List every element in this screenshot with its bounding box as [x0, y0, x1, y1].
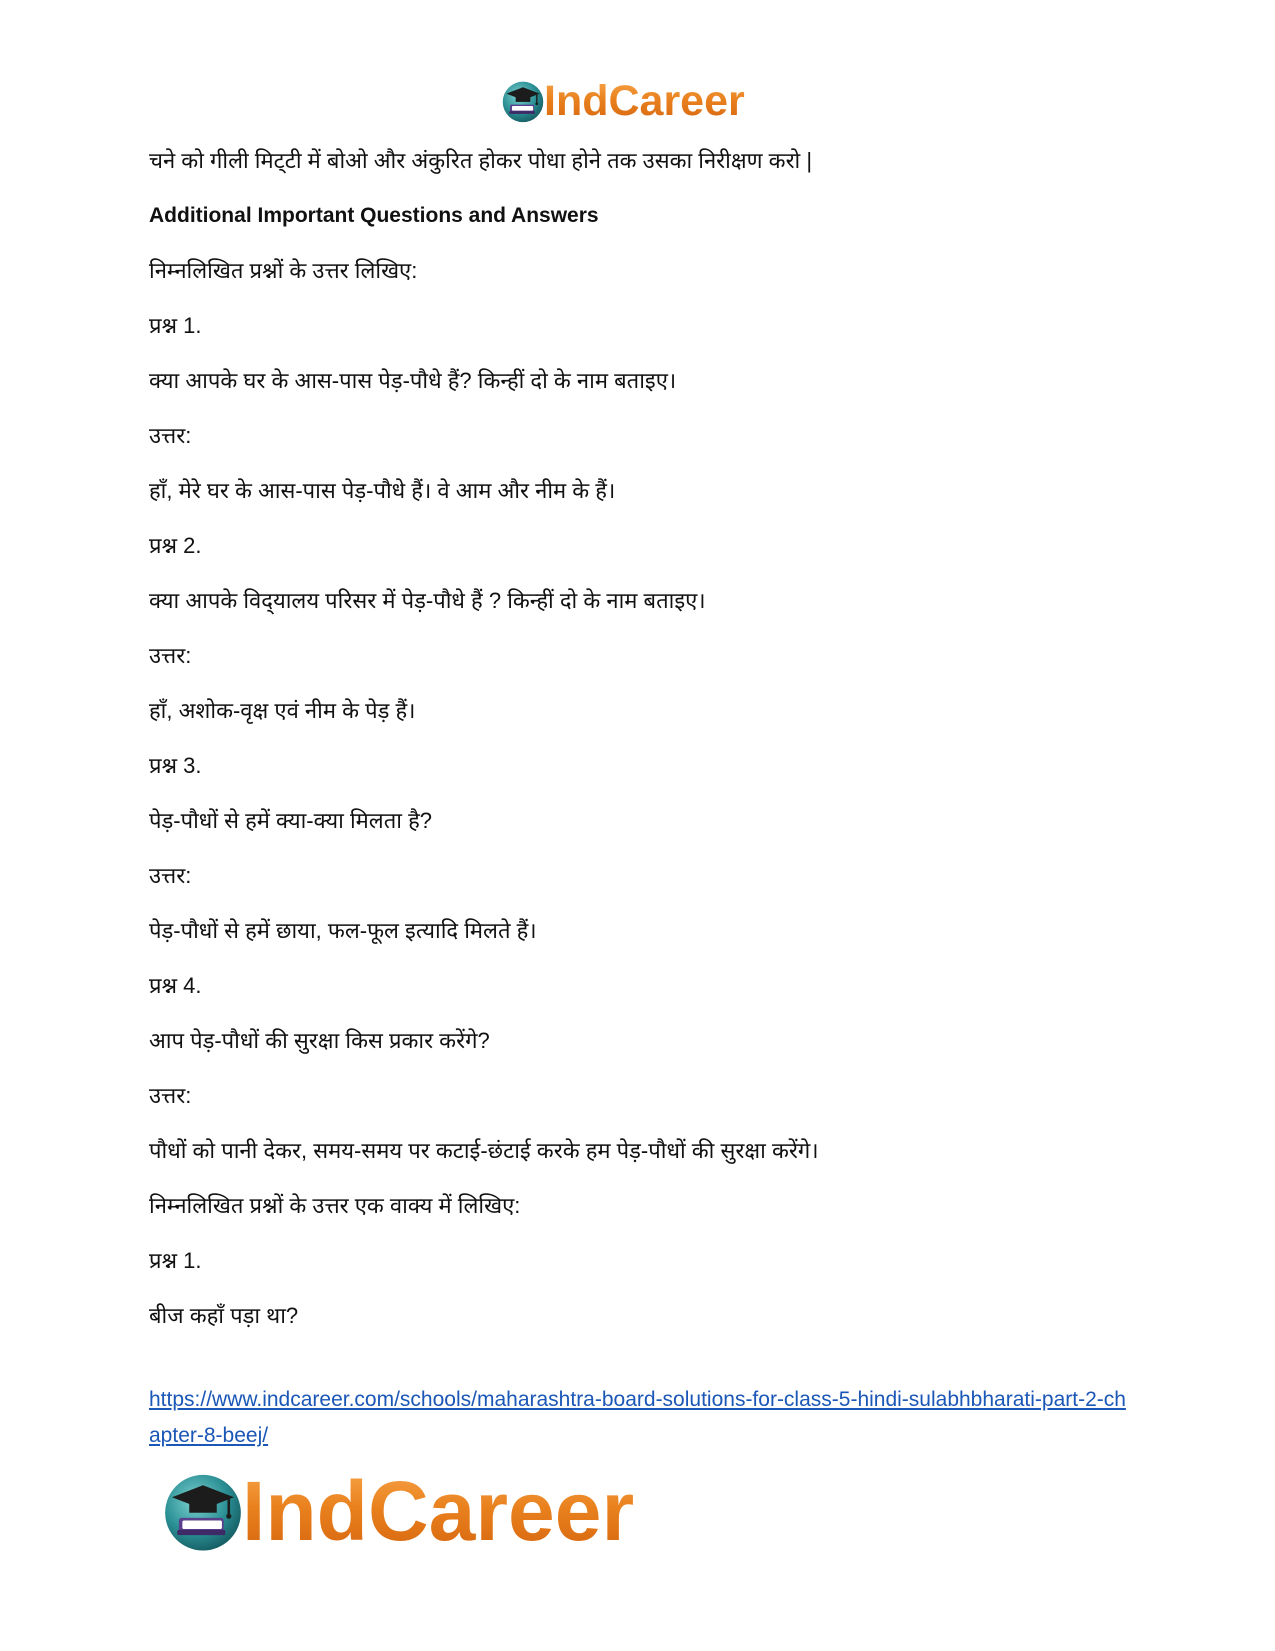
section-heading: Additional Important Questions and Answers — [149, 204, 599, 227]
answer-label: उत्तर: — [149, 863, 192, 888]
question-label: प्रश्न 2. — [149, 533, 202, 558]
question-label: प्रश्न 1. — [149, 1248, 202, 1273]
body-text-line: निम्नलिखित प्रश्नों के उत्तर एक वाक्य में लिखिए: — [149, 1193, 521, 1218]
body-text-line: क्या आपके घर के आस-पास पेड़-पौधे हैं? किन्हीं दो के नाम बताइए। — [149, 368, 677, 393]
question-label: प्रश्न 3. — [149, 753, 202, 778]
answer-label: उत्तर: — [149, 1083, 192, 1108]
body-text-line: निम्नलिखित प्रश्नों के उत्तर लिखिए: — [149, 258, 418, 283]
answer-label: उत्तर: — [149, 643, 192, 668]
answer-label: उत्तर: — [149, 423, 192, 448]
brand-wordmark: IndCareer — [242, 1464, 635, 1558]
graduation-cap-globe-book-icon — [160, 1468, 246, 1554]
document-body — [149, 143, 1149, 1353]
body-text-line: पौधों को पानी देकर, समय-समय पर कटाई-छंटाई करके हम पेड़-पौधों की सुरक्षा करेंगे। — [149, 1138, 819, 1163]
body-text-line: चने को गीली मिट्‌टी में बोओ और अंकुरित होकर पोधा होने तक उसका निरीक्षण करो | — [149, 148, 813, 173]
body-text-line: क्या आपके विद्‌यालय परिसर में पेड़-पौधे हैं ? किन्हीं दो के नाम बताइए। — [149, 588, 706, 613]
body-text-line: आप पेड़-पौधों की सुरक्षा किस प्रकार करेंगे? — [149, 1028, 490, 1053]
body-text-line: बीज कहाँ पड़ा था? — [149, 1303, 299, 1328]
header-logo — [500, 78, 745, 124]
body-text-line: पेड़-पौधों से हमें छाया, फल-फूल इत्यादि मिलते हैं। — [149, 918, 537, 943]
graduation-cap-globe-book-icon — [500, 78, 546, 124]
body-text-line: हाँ, अशोक-वृक्ष एवं नीम के पेड़ हैं। — [149, 698, 416, 723]
question-label: प्रश्न 1. — [149, 313, 202, 338]
question-label: प्रश्न 4. — [149, 973, 202, 998]
source-link[interactable]: https://www.indcareer.com/schools/maharashtra-board-solutions-for-class-5-hindi-sulabhbharati-part-2-chapter-8-beej/ — [149, 1388, 1126, 1447]
body-text-line: हाँ, मेरे घर के आस-पास पेड़-पौधे हैं। वे आम और नीम के हैं। — [149, 478, 616, 503]
footer-logo — [160, 1464, 635, 1558]
body-text-line: पेड़-पौधों से हमें क्या-क्या मिलता है? — [149, 808, 432, 833]
brand-wordmark: IndCareer — [544, 76, 745, 125]
